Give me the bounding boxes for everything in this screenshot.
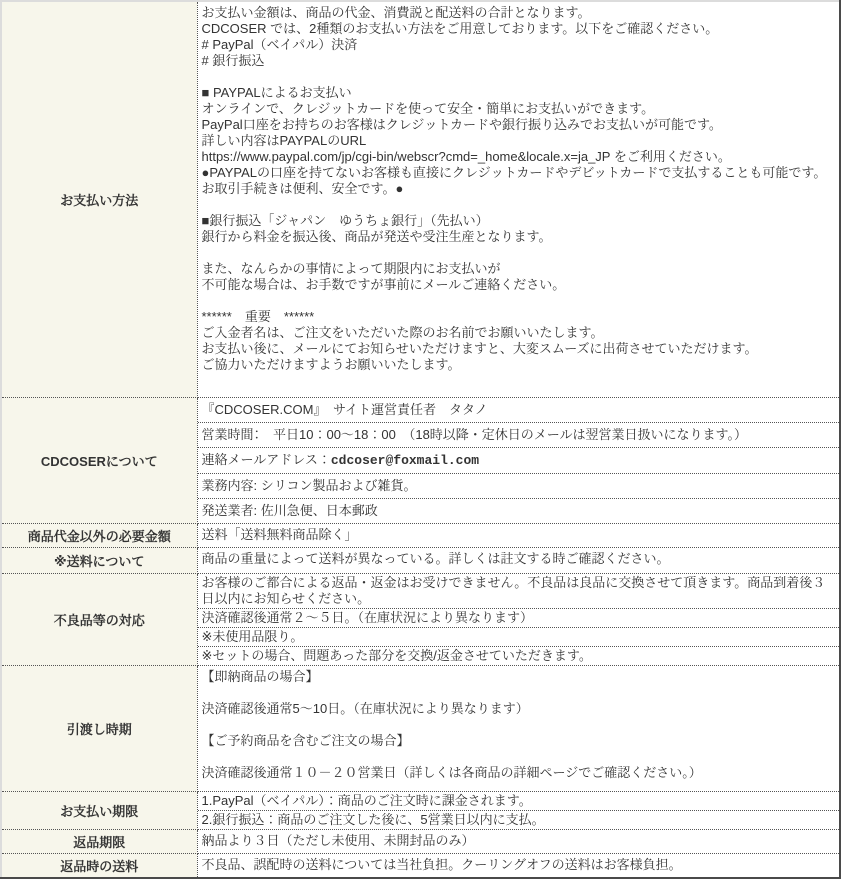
about-cdcoser-content (197, 397, 840, 523)
text-line: お支払い金額は、商品の代金、消費説と配送料の合計となります。 (201, 5, 591, 20)
text-line (202, 293, 836, 309)
text-line: PayPal口座をお持ちのお客様はクレジットカードや銀行振り込みでお支払いが可能です。 (201, 117, 722, 132)
text-line (202, 749, 836, 765)
row-payment-method (1, 1, 840, 397)
text-line: 銀行から料金を振込後、商品が発送や受注生産となります。 (201, 229, 552, 244)
row-label-delivery-time: 引渡し時期 (1, 665, 197, 791)
text-line: ご協力いただけますようお願いいたします。 (201, 357, 461, 372)
row-label-return-shipping: 返品時の送料 (1, 853, 197, 878)
row-extra-fees (1, 523, 840, 547)
text-line: オンラインで、クレジットカードを使って安全・簡単にお支払いができます。 (201, 101, 655, 116)
row-label-about-cdcoser: CDCOSERについて (1, 397, 197, 523)
payment-deadline-bank: 2.銀行振込：商品のご注文した後に、5営業日以内に支払。 (201, 811, 545, 827)
text-line: https://www.paypal.com/jp/cgi-bin/webscr?cmd=_home&locale.x=ja_JP をご利用ください。 (201, 149, 731, 164)
text-line (202, 245, 836, 261)
about-business-hours: 営業時間： 平日10：00～18：00 （18時以降・定休日のメールは翌営業日扱いになります。） (198, 423, 840, 448)
defective-set-policy: ※セットの場合、問題あった部分を交換/返金させていただきます。 (201, 647, 592, 663)
contact-email-label: 連絡メールアドレス： (201, 451, 331, 467)
text-line: 【ご予約商品を含むご注文の場合】 (201, 732, 410, 748)
about-contact-email-row (198, 448, 840, 474)
row-label-extra-fees: 商品代金以外の必要金額 (1, 523, 197, 547)
row-payment-deadline (1, 791, 840, 829)
text-line: 決済確認後通常１０－２０営業日（詳しくは各商品の詳細ページでご確認ください。） (201, 764, 702, 780)
text-line: また、なんらかの事情によって期限内にお支払いが (201, 261, 501, 276)
text-line: ■ PAYPALによるお支払い (201, 85, 352, 100)
row-label-shipping-note: ※送料について (1, 547, 197, 573)
text-line: ご入金者名は、ご注文をいただいた際のお名前でお願いいたします。 (201, 325, 604, 340)
extra-fees-content: 送料「送料無料商品除く」 (197, 523, 840, 547)
text-line: お取引手続きは便利、安全です。● (201, 181, 404, 196)
row-about-cdcoser (1, 397, 840, 523)
payment-deadline-content (197, 791, 840, 829)
text-line: CDCOSER では、2種類のお支払い方法をご用意しております。以下をご確認ください。 (201, 21, 719, 36)
payment-method-content (197, 1, 840, 397)
row-defective-items (1, 573, 840, 665)
row-return-deadline (1, 829, 840, 853)
row-delivery-time (1, 665, 840, 791)
row-shipping-note (1, 547, 840, 573)
text-line (202, 685, 836, 701)
shipping-note-content: 商品の重量によって送料が異なっている。詳しくは註文する時ご確認ください。 (197, 547, 840, 573)
text-line: # 銀行振込 (201, 53, 265, 68)
text-line: お支払い後に、メールにてお知らせいただけますと、大変スムーズに出荷させていただけます。 (201, 341, 758, 356)
contact-email-address: cdcoser@foxmail.com (330, 452, 480, 468)
text-line (202, 197, 836, 213)
text-line: ■銀行振込「ジャパン ゆうちょ銀行」（先払い） (201, 213, 489, 228)
text-line: 不可能な場合は、お手数ですが事前にメールご連絡ください。 (201, 277, 566, 292)
delivery-time-content (197, 665, 840, 791)
text-line (202, 69, 836, 85)
row-label-payment-deadline: お支払い期限 (1, 791, 197, 829)
row-label-defective-items: 不良品等の対応 (1, 573, 197, 665)
payment-deadline-paypal: 1.PayPal（ベイパル）：商品のご注文時に課金されます。 (198, 792, 840, 811)
text-line: # PayPal（ベイパル）決済 (201, 37, 358, 52)
text-line: ****** 重要 ****** (201, 309, 315, 324)
about-business-description: 業務内容: シリコン製品および雑貨。 (198, 474, 840, 499)
text-line: 詳しい内容はPAYPALのURL (201, 133, 367, 148)
text-line: ●PAYPALの口座を持てないお客様も直接にクレジットカードやデビットカードで支払することも可能です。 (201, 165, 827, 180)
row-return-shipping (1, 853, 840, 878)
return-shipping-content: 不良品、誤配時の送料については当社負担。クーリングオフの送料はお客様負担。 (197, 853, 840, 878)
row-label-payment-method: お支払い方法 (1, 1, 197, 397)
defective-items-content (197, 573, 840, 665)
row-label-return-deadline: 返品期限 (1, 829, 197, 853)
about-shipping-carrier: 発送業者: 佐川急便、日本郵政 (201, 502, 378, 518)
defective-processing-time: 決済確認後通常２～５日。（在庫状況により異なります） (198, 609, 840, 628)
return-deadline-content: 納品より３日（ただし未使用、未開封品のみ） (197, 829, 840, 853)
about-site-operator: 『CDCOSER.COM』 サイト運営責任者 タタノ (198, 398, 840, 423)
defective-unused-only: ※未使用品限り。 (198, 628, 840, 647)
text-line (202, 717, 836, 733)
defective-policy-returns: お客様のご都合による返品・返金はお受けできません。不良品は良品に交換させて頂きます。商品到着後３日以内にお知らせください。 (198, 574, 840, 609)
text-line: 決済確認後通常5～10日。（在庫状況により異なります） (201, 700, 529, 716)
text-line: 【即納商品の場合】 (201, 668, 319, 684)
